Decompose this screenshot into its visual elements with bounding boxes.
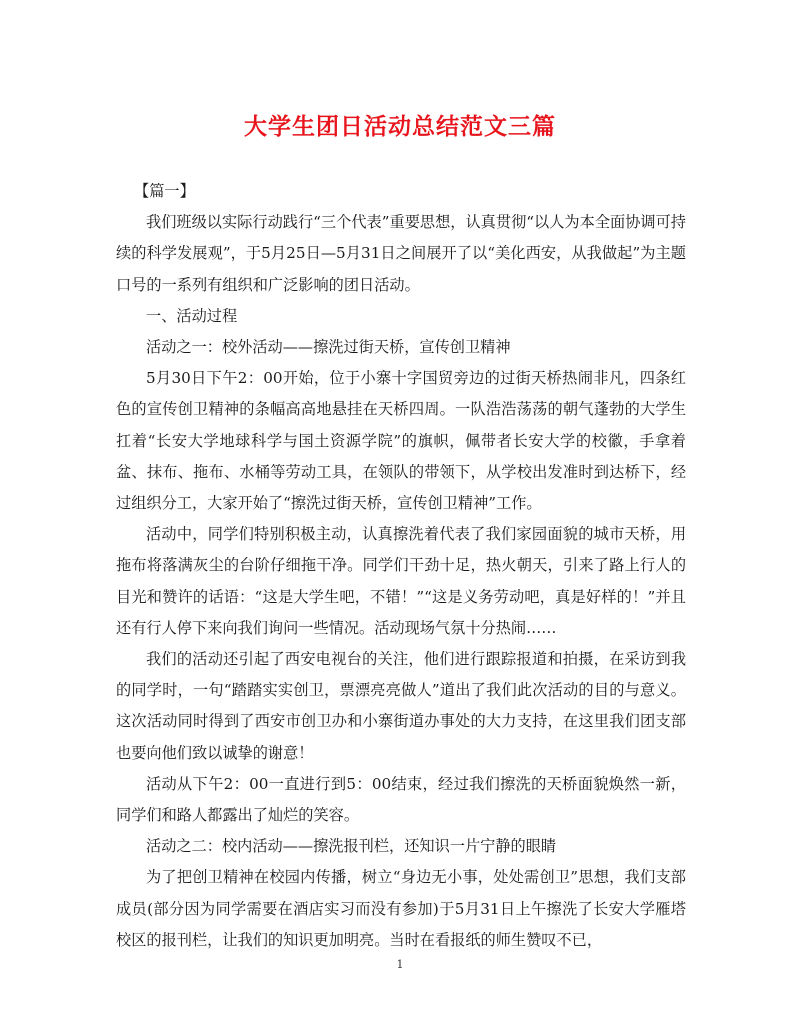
document-title: 大学生团日活动总结范文三篇 — [244, 114, 556, 140]
paragraph-newspaper-board: 为了把创卫精神在校园内传播，树立“身边无小事，处处需创卫”思想，我们支部成员(部分因为同学需要在酒店实习而没有参加)于5月31日上午擦洗了长安大学雁塔校区的报刊栏，让我们的知识更加明亮。当时在看报纸的师生赞叹不已， — [116, 868, 686, 949]
paragraph-activity-scene: 活动中，同学们特别积极主动，认真擦洗着代表了我们家园面貌的城市天桥，用拖布将落满灰尘的台阶仔细拖干净。同学们干劲十足，热火朝天，引来了路上行人的目光和赞许的话语：“这是大学生吧，不错！”“这是义务劳动吧，真是好样的！”并且还有行人停下来向我们询问一些情况。活动现场气氛十分热闹…… — [116, 525, 686, 637]
document-body — [116, 176, 686, 956]
paragraph-media-coverage: 我们的活动还引起了西安电视台的关注，他们进行跟踪报道和拍摄，在采访到我的同学时，一句“踏踏实实创卫，票漂亮亮做人”道出了我们此次活动的目的与意义。这次活动同时得到了西安市创卫办和小寨街道办事处的大力支持，在这里我们团支部也要向他们致以诚挚的谢意！ — [116, 650, 686, 762]
section-label: 【篇一】 — [134, 182, 195, 200]
heading-activity-process: 一、活动过程 — [146, 306, 238, 325]
page-number: 1 — [396, 958, 404, 971]
paragraph-activity-end: 活动从下午2：00一直进行到5：00结束，经过我们擦洗的天桥面貌焕然一新，同学们和路人都露出了灿烂的笑容。 — [116, 774, 686, 825]
heading-activity-one: 活动之一：校外活动——擦洗过街天桥，宣传创卫精神 — [146, 338, 511, 357]
heading-activity-two: 活动之二：校内活动——擦洗报刊栏，还知识一片宁静的眼睛 — [146, 837, 557, 856]
paragraph-bridge-cleaning: 5月30日下午2：00开始，位于小寨十字国贸旁边的过街天桥热闹非凡，四条红色的宣传创卫精神的条幅高高地悬挂在天桥四周。一队浩浩荡荡的朝气蓬勃的大学生扛着“长安大学地球科学与国土资源学院”的旗帜，佩带者长安大学的校徽，手拿着盆、抹布、拖布、水桶等劳动工具，在领队的带领下，从学校出发准时到达桥下，经过组织分工，大家开始了“擦洗过街天桥，宣传创卫精神”工作。 — [116, 369, 686, 513]
paragraph-intro: 我们班级以实际行动践行“三个代表”重要思想，认真贯彻“以人为本全面协调可持续的科学发展观”，于5月25日—5月31日之间展开了以“美化西安，从我做起”为主题口号的一系列有组织和广泛影响的团日活动。 — [116, 213, 686, 294]
